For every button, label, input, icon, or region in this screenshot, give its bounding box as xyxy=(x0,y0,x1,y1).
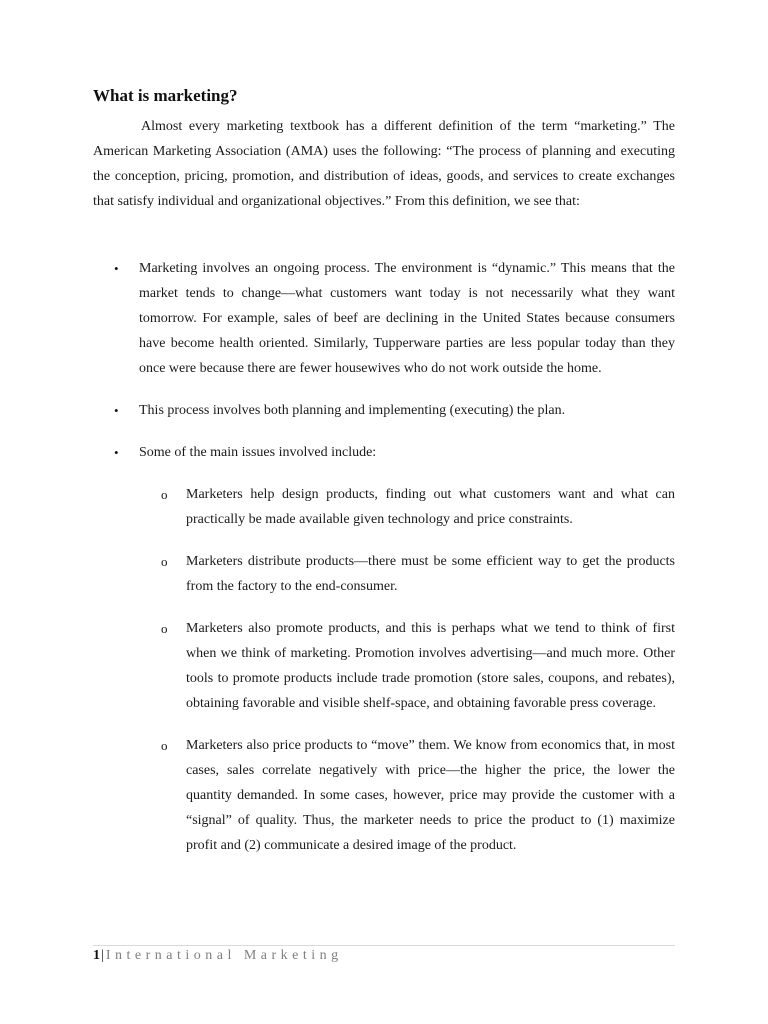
bullet-item xyxy=(93,256,675,381)
bullet-marker: • xyxy=(114,445,119,460)
bullet-list xyxy=(93,256,675,875)
sub-bullet-marker: o xyxy=(161,738,168,753)
sub-bullet-marker: o xyxy=(161,554,168,569)
sub-bullet-item xyxy=(139,616,675,716)
sub-bullet-item xyxy=(139,549,675,599)
footer-divider xyxy=(93,945,675,946)
bullet-item xyxy=(93,398,675,423)
intro-paragraph: Almost every marketing textbook has a different definition of the term “marketing.” The American Marketing Association (AMA) uses the following: “The process of planning and executing the conception, pricing, promotion, and distribution of ideas, goods, and services to create exchanges that satisfy individual and organizational objectives.” From this definition, we see that: xyxy=(93,119,675,209)
bullet-item xyxy=(93,440,675,858)
sub-bullet-text: Marketers also price products to “move” them. We know from economics that, in most cases, sales correlate negatively with price—the higher the price, the lower the quantity demanded. In some cases, however, price may provide the customer with a “signal” of quality. Thus, the marketer needs to price the product to (1) maximize profit and (2) communicate a desired image of the product. xyxy=(186,738,675,853)
footer-separator: | xyxy=(101,948,104,963)
section-heading: What is marketing? xyxy=(93,86,238,105)
sub-bullet-text: Marketers distribute products—there must be some efficient way to get the products from the factory to the end-consumer. xyxy=(186,554,675,594)
footer-title: International Marketing xyxy=(105,948,343,963)
sub-bullet-marker: o xyxy=(161,487,168,502)
page-number: 1 xyxy=(93,948,100,963)
sub-bullet-text: Marketers help design products, finding out what customers want and what can practically be made available given technology and price constraints. xyxy=(186,487,675,527)
sub-bullet-marker: o xyxy=(161,621,168,636)
bullet-text: Marketing involves an ongoing process. The environment is “dynamic.” This means that the market tends to change—what customers want today is not necessarily what they want tomorrow. For example, sales of beef are declining in the United States because consumers have become health oriented. Similarly, Tupperware parties are less popular today than they once were because there are fewer housewives who do not work outside the home. xyxy=(139,261,675,376)
bullet-text: This process involves both planning and implementing (executing) the plan. xyxy=(139,403,566,418)
sub-bullet-list xyxy=(139,482,675,858)
page-footer xyxy=(93,947,343,965)
bullet-text: Some of the main issues involved include: xyxy=(139,445,377,460)
sub-bullet-text: Marketers also promote products, and this is perhaps what we tend to think of first when we think of marketing. Promotion involves advertising—and much more. Other tools to promote products include trade promotion (store sales, coupons, and rebates), obtaining favorable and visible shelf-space, and obtaining favorable press coverage. xyxy=(186,621,675,711)
bullet-marker: • xyxy=(114,403,119,418)
sub-bullet-item xyxy=(139,733,675,858)
sub-bullet-item xyxy=(139,482,675,532)
bullet-marker: • xyxy=(114,261,119,276)
